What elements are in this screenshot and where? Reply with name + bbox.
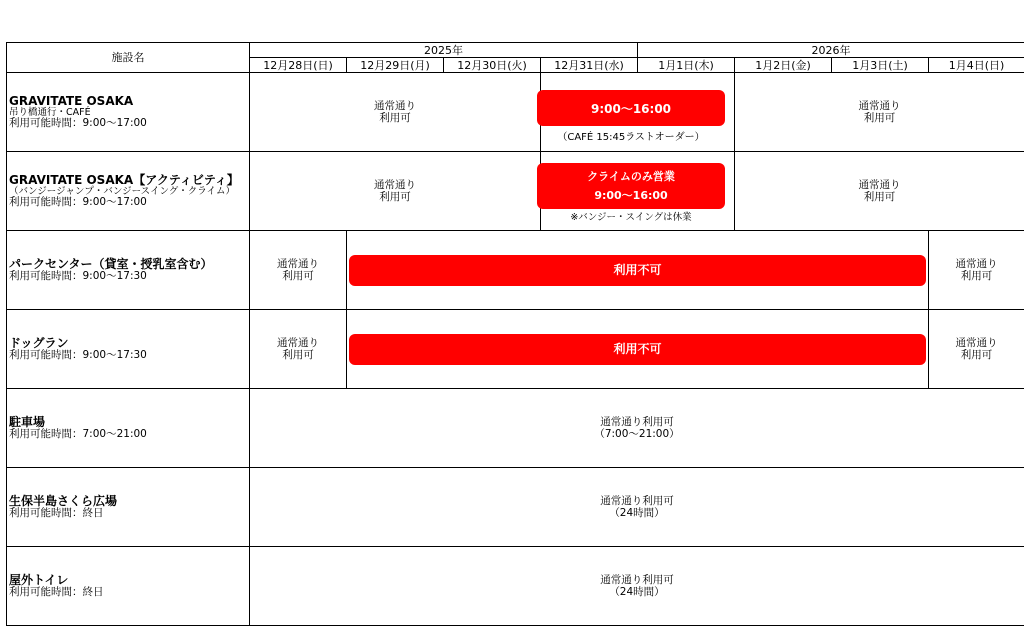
status-normal: 通常通り 利用可: [858, 100, 901, 125]
facility-cell: [7, 389, 250, 468]
status-normal: 通常通り 利用可: [374, 179, 416, 204]
facility-hours: 利用可能時間：9:00～17:00: [9, 196, 147, 209]
status-cell: [250, 73, 541, 152]
status-cell: [250, 310, 347, 389]
facility-hours: 利用可能時間：終日: [9, 585, 104, 598]
table-row: [7, 152, 1024, 231]
status-cell: [347, 310, 929, 389]
date-header: 1月3日(土): [832, 58, 929, 73]
facility-name: 生保半島さくら広場: [9, 494, 118, 508]
date-header: 12月28日(日): [250, 58, 347, 73]
special-note: ※バンジー・スイングは休業: [570, 212, 692, 223]
facility-name: ドッグラン: [9, 336, 69, 351]
facility-name: 屋外トイレ: [9, 572, 69, 587]
special-hours-block: [537, 90, 725, 144]
status-normal: 通常通り 利用可: [858, 179, 901, 204]
year-2026-header: 2026年: [638, 43, 1024, 58]
table-row: [7, 231, 1024, 310]
schedule-table: [6, 42, 1024, 626]
status-cell: [735, 152, 1024, 231]
status-normal: 通常通り利用可 （24時間）: [600, 573, 674, 598]
status-cell: [250, 152, 541, 231]
status-cell: [735, 73, 1024, 152]
status-cell: [250, 389, 1024, 468]
facility-header: 施設名: [7, 43, 250, 73]
facility-hours: 利用可能時間：9:00～17:00: [9, 117, 147, 130]
table-row: [7, 73, 1024, 152]
date-header: 12月30日(火): [444, 58, 541, 73]
status-normal: 通常通り 利用可: [277, 258, 319, 283]
special-hours-badge: 9:00～16:00: [537, 90, 725, 126]
status-normal: 通常通り利用可 （24時間）: [600, 495, 674, 519]
table-row: [7, 546, 1024, 625]
facility-name: 駐車場: [9, 415, 46, 430]
status-cell: [929, 231, 1024, 310]
facility-name: GRAVITATE OSAKA【アクティビティ】: [9, 173, 239, 188]
status-normal: 通常通り 利用可: [955, 258, 998, 283]
date-header: 1月1日(木): [638, 58, 735, 73]
status-cell: [347, 231, 929, 310]
status-normal: 通常通り 利用可: [955, 337, 998, 362]
date-header: 1月2日(金): [735, 58, 832, 73]
facility-cell: [7, 468, 250, 547]
facility-cell: [7, 152, 250, 231]
status-cell: [250, 468, 1024, 547]
facility-hours: 利用可能時間：9:00～17:30: [9, 349, 147, 362]
closed-badge: 利用不可: [349, 255, 926, 286]
facility-sub: （バンジージャンプ・バンジースイング・クライム）: [9, 186, 236, 198]
facility-cell: [7, 310, 250, 389]
status-cell: [250, 546, 1024, 625]
date-header: 1月4日(日): [929, 58, 1024, 73]
special-hours-badge: [537, 163, 725, 209]
facility-cell: [7, 73, 250, 152]
table-row: [7, 468, 1024, 547]
closed-badge: 利用不可: [349, 334, 926, 365]
special-label-line1: クライムのみ営業: [587, 170, 675, 183]
facility-hours: 利用可能時間：9:00～17:30: [9, 270, 147, 283]
status-normal: 通常通り 利用可: [277, 337, 319, 362]
year-2025-header: 2025年: [250, 43, 638, 58]
facility-cell: [7, 231, 250, 310]
facility-hours: 利用可能時間：7:00～21:00: [9, 428, 147, 441]
status-normal: 通常通り 利用可: [374, 100, 416, 125]
date-header: 12月29日(月): [347, 58, 444, 73]
facility-hours: 利用可能時間：終日: [9, 507, 104, 519]
facility-name: GRAVITATE OSAKA: [9, 94, 134, 109]
facility-name: パークセンター（貸室・授乳室含む）: [9, 257, 213, 272]
date-header: 12月31日(水): [541, 58, 638, 73]
status-cell: [250, 231, 347, 310]
special-label-line2: 9:00～16:00: [594, 189, 668, 202]
facility-sub: 吊り橋通行・CAFÉ: [9, 107, 91, 119]
special-note: （CAFÉ 15:45ラストオーダー）: [557, 132, 705, 143]
facility-cell: [7, 546, 250, 625]
table-row: [7, 389, 1024, 468]
special-hours-block: [537, 163, 725, 223]
status-cell: [929, 310, 1024, 389]
table-row: [7, 310, 1024, 389]
status-normal: 通常通り利用可 （7:00～21:00）: [594, 416, 680, 441]
